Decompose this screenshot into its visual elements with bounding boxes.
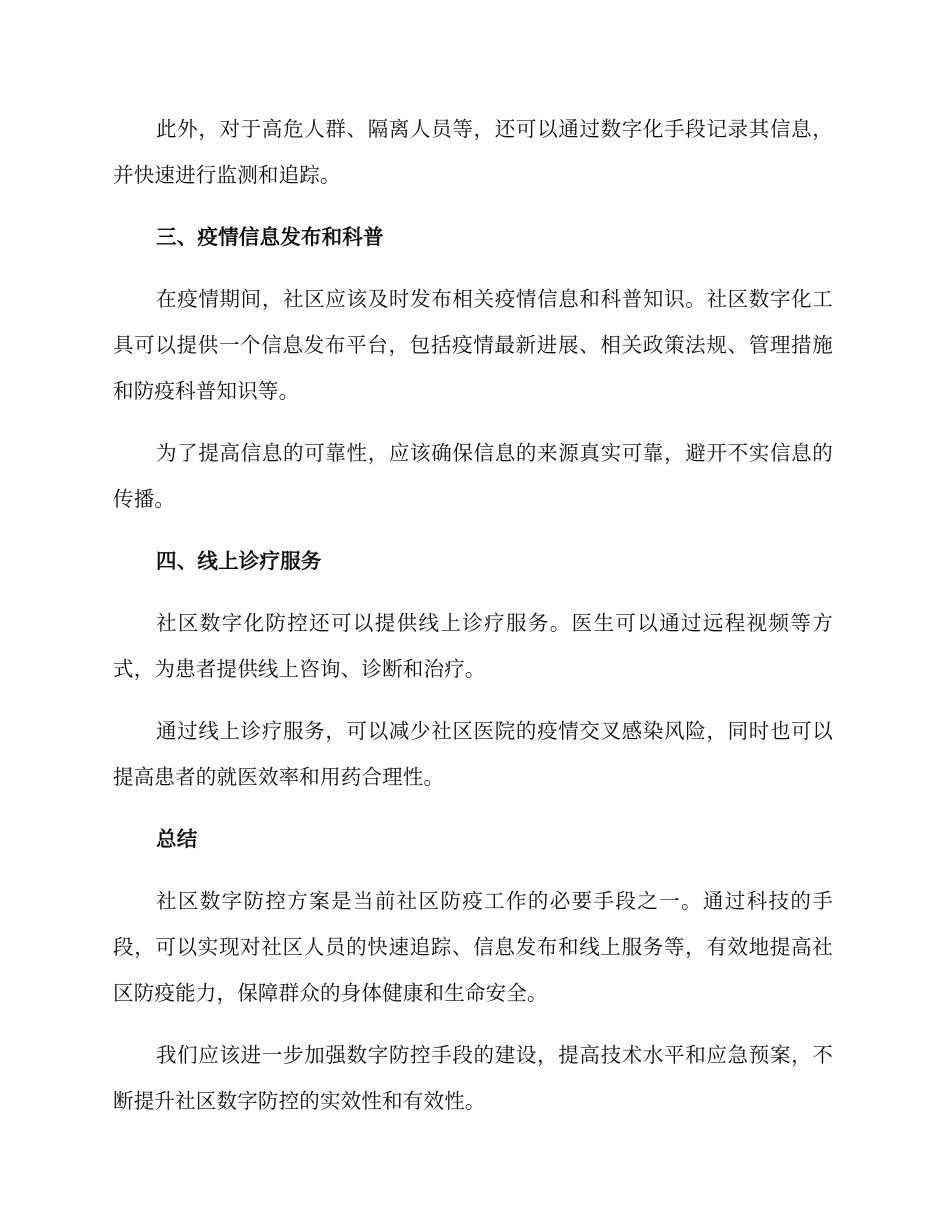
paragraph-summary: 社区数字防控方案是当前社区防疫工作的必要手段之一。通过科技的手段，可以实现对社区人员的快速追踪、信息发布和线上服务等，有效地提高社区防疫能力，保障群众的身体健康和生命安全。	[113, 889, 833, 1005]
paragraph-closing: 我们应该进一步加强数字防控手段的建设，提高技术水平和应急预案，不断提升社区数字防控的实效性和有效性。	[113, 1043, 833, 1113]
paragraph-monitoring: 此外，对于高危人群、隔离人员等，还可以通过数字化手段记录其信息，并快速进行监测和追踪。	[113, 117, 833, 187]
section-heading-online-treatment: 四、线上诊疗服务	[156, 549, 322, 573]
paragraph-information-reliability: 为了提高信息的可靠性，应该确保信息的来源真实可靠，避开不实信息的传播。	[113, 441, 833, 511]
paragraph-information-platform: 在疫情期间，社区应该及时发布相关疫情信息和科普知识。社区数字化工具可以提供一个信息发布平台，包括疫情最新进展、相关政策法规、管理措施和防疫科普知识等。	[113, 287, 833, 403]
paragraph-online-treatment: 社区数字化防控还可以提供线上诊疗服务。医生可以通过远程视频等方式，为患者提供线上咨询、诊断和治疗。	[113, 611, 833, 681]
section-heading-summary: 总结	[156, 827, 198, 851]
paragraph-online-treatment-benefits: 通过线上诊疗服务，可以减少社区医院的疫情交叉感染风险，同时也可以提高患者的就医效率和用药合理性。	[113, 719, 833, 789]
section-heading-information: 三、疫情信息发布和科普	[156, 225, 384, 249]
document-body	[113, 106, 833, 1140]
